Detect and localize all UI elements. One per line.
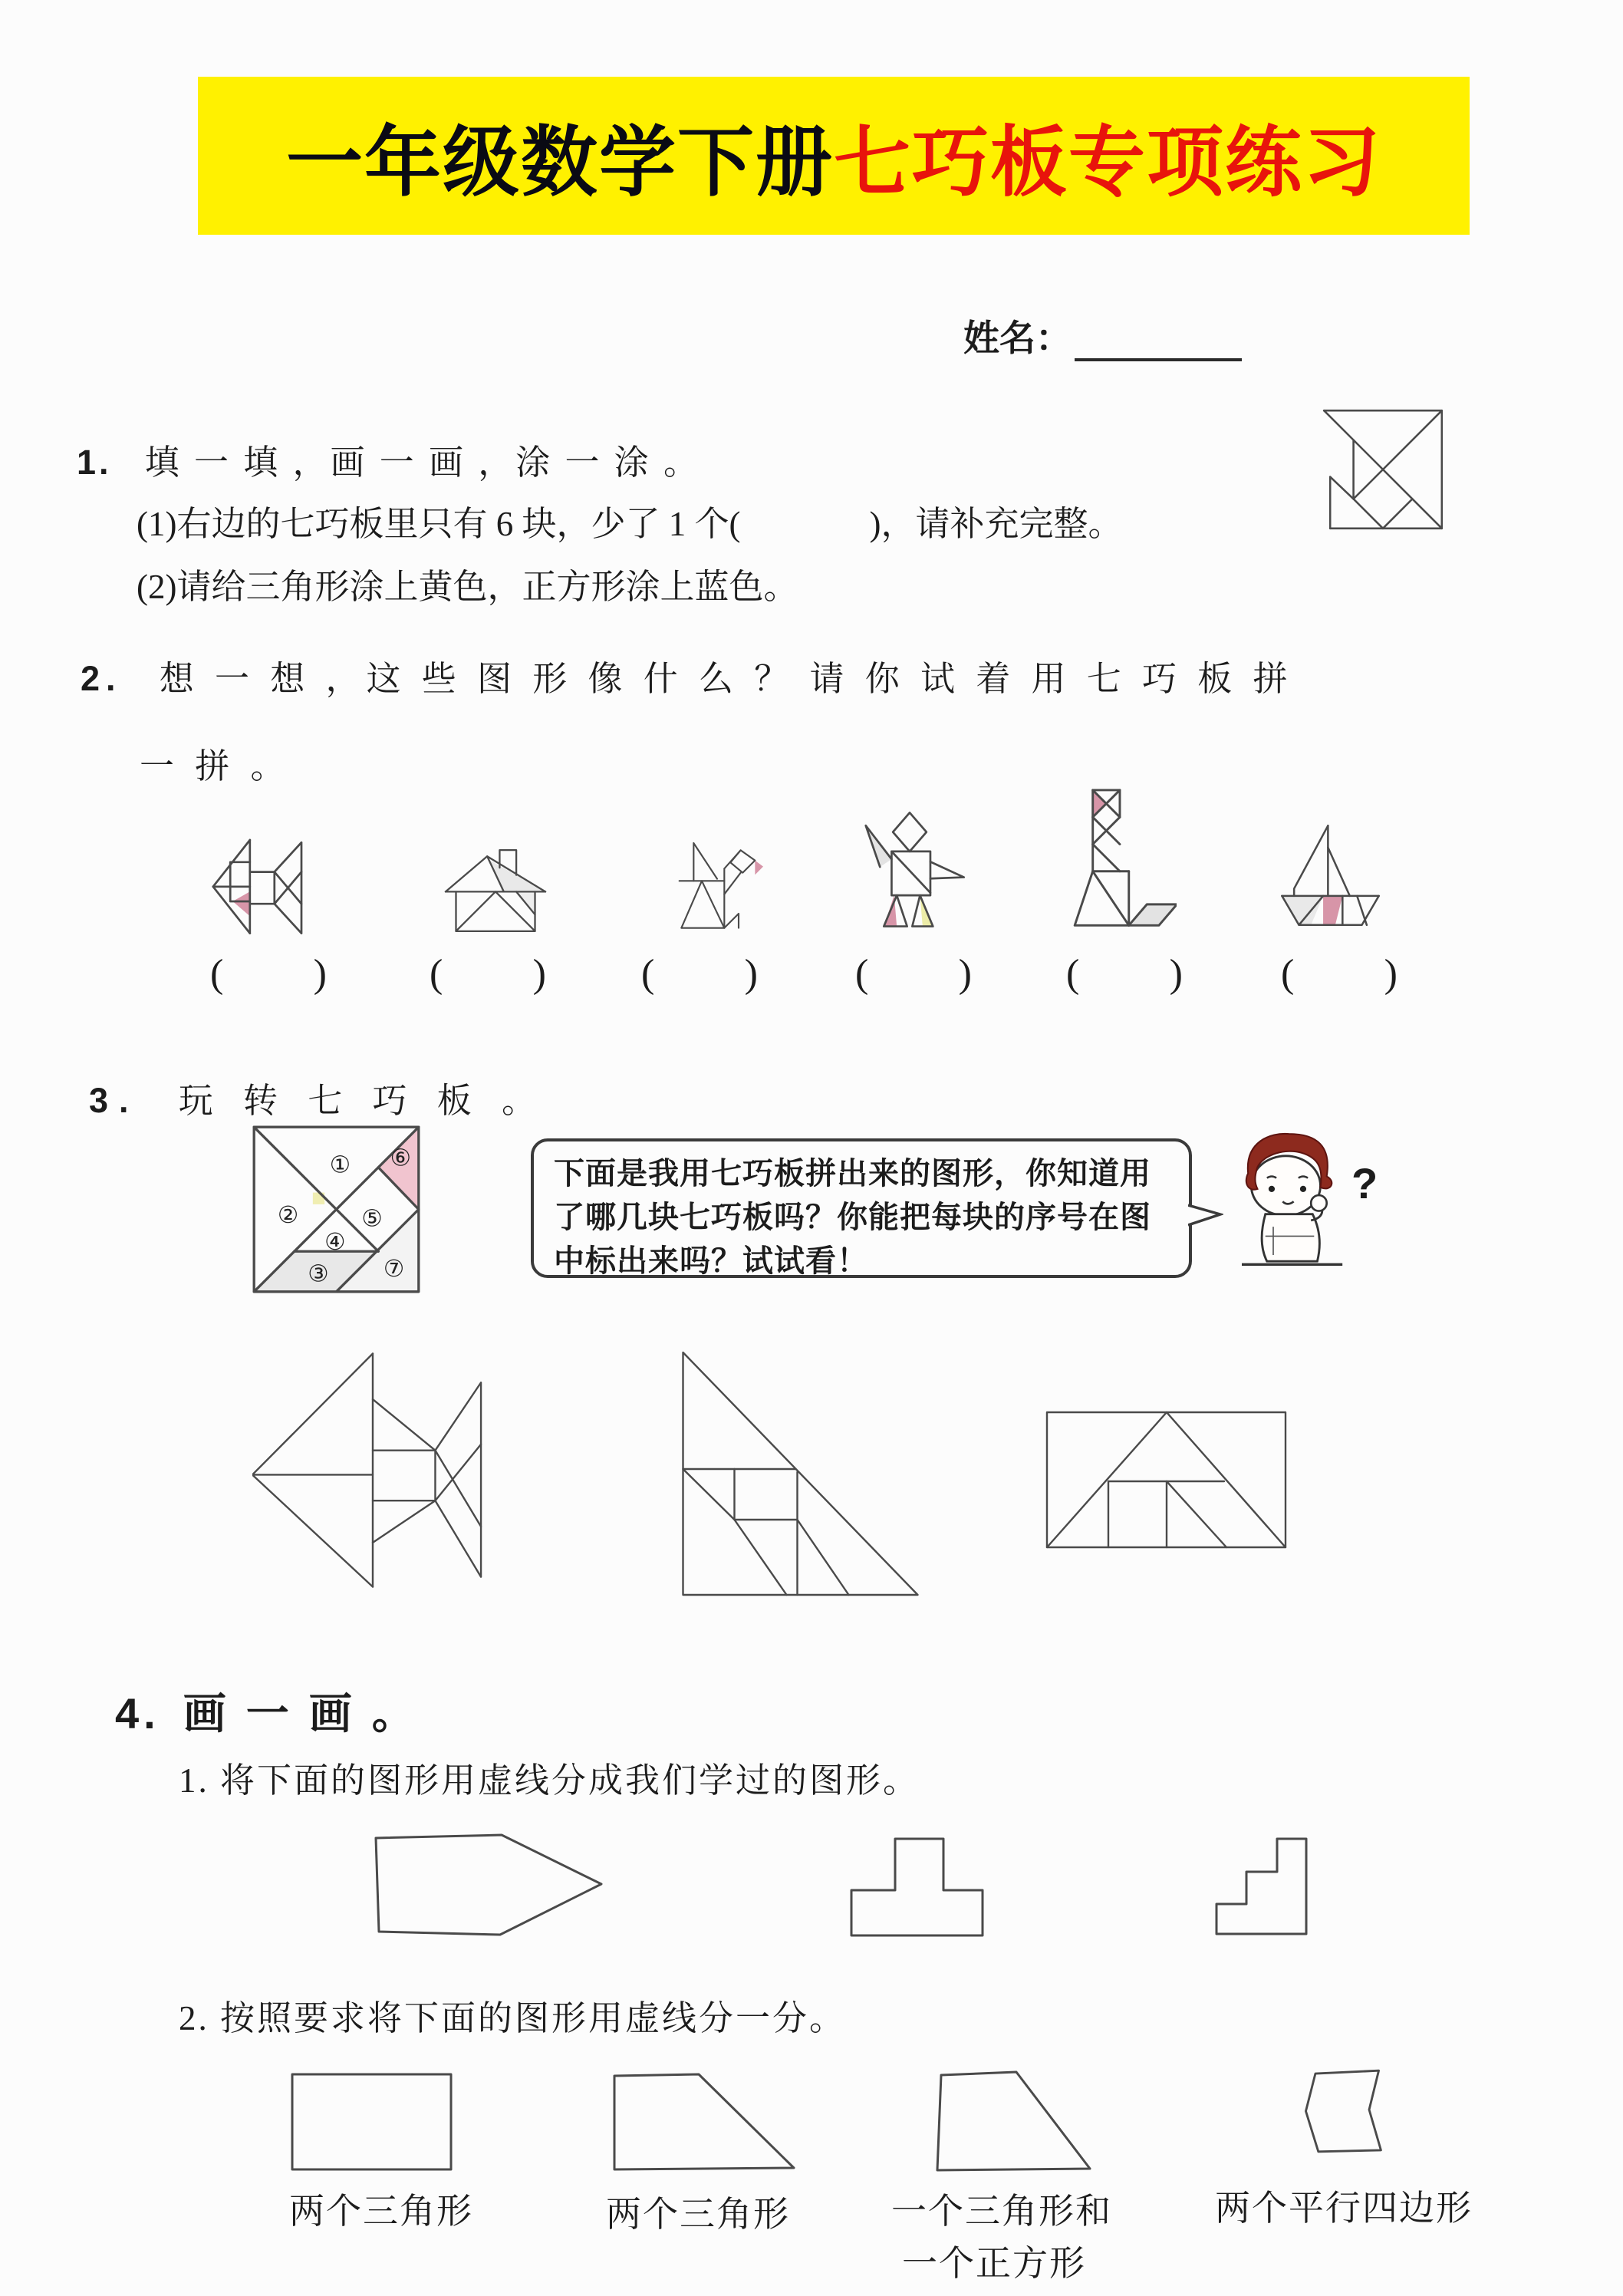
tangram-fish-figure (203, 827, 326, 951)
q4-title: 画 一 画 。 (183, 1691, 420, 1738)
bubble-line-3: 中标出来吗？试试看！ (554, 1243, 868, 1278)
tangram-cat-figure (1062, 787, 1177, 937)
title-banner (198, 77, 1470, 235)
tangram-incomplete-figure (1321, 408, 1445, 531)
q2-title: 想 一 想 ，这 些 图 形 像 什 么 ？ 请 你 试 着 用 七 巧 板 拼 (159, 660, 1294, 698)
answer-parens-4: ( ) (855, 952, 972, 996)
piece-label-7: ⑦ (383, 1256, 405, 1283)
tangram-outline-fish (252, 1351, 489, 1589)
tangram-outline-triangle (680, 1351, 921, 1596)
q3-number: 3. (89, 1081, 140, 1120)
q2-title-line (81, 651, 1294, 700)
question-mark: ? (1351, 1159, 1378, 1207)
shape-staircase (1214, 1836, 1309, 1936)
title-text-red: 七巧板专项练习 (834, 120, 1381, 206)
q2-title-line2: 一 拼 。 (140, 747, 291, 786)
piece-label-6: ⑥ (390, 1145, 412, 1171)
caption-trapezoid-2-line2: 一个正方形 (902, 2244, 1086, 2283)
answer-parens-6: ( ) (1281, 952, 1397, 996)
answer-parens-3: ( ) (641, 952, 758, 996)
shape-trapezoid-2 (933, 2069, 1095, 2173)
shape-zigzag-band (1296, 2067, 1388, 2156)
q3-title: 玩 转 七 巧 板 。 (178, 1082, 548, 1120)
shape-trapezoid-1 (610, 2071, 798, 2172)
tangram-numbered-figure (252, 1125, 420, 1293)
answer-parens-5: ( ) (1066, 952, 1183, 996)
cartoon-kid-icon (1226, 1129, 1352, 1286)
title-text-black: 一年级数学下册 (286, 120, 834, 206)
answer-parens-2: ( ) (430, 952, 546, 996)
speech-bubble-tail (1188, 1203, 1223, 1229)
q4-sub2: 2. 按照要求将下面的图形用虚线分一分。 (179, 1999, 847, 2037)
q1-item1-post: )，请补充完整。 (869, 505, 1123, 543)
bubble-line-2: 了哪几块七巧板吗？你能把每块的序号在图 (554, 1199, 1151, 1234)
bubble-line-1: 下面是我用七巧板拼出来的图形，你知道用 (554, 1156, 1151, 1191)
piece-label-2: ② (277, 1202, 299, 1229)
tangram-boat-figure (1277, 821, 1398, 936)
q2-number: 2. (81, 659, 122, 698)
caption-rectangle: 两个三角形 (289, 2192, 473, 2231)
shape-pentagon-arrow (370, 1832, 615, 1939)
caption-trapezoid-2-line1: 一个三角形和 (891, 2192, 1112, 2231)
tangram-house-figure (443, 844, 548, 937)
q1-item1-pre: (1)右边的七巧板里只有 6 块，少了 1 个( (137, 505, 741, 543)
q3-title-line (89, 1072, 547, 1122)
q4-sub1: 1. 将下面的图形用虚线分成我们学过的图形。 (179, 1761, 920, 1800)
shape-rectangle (289, 2071, 454, 2172)
piece-label-1: ① (329, 1151, 351, 1178)
q4-title-line (115, 1680, 420, 1741)
caption-trapezoid-1: 两个三角形 (606, 2195, 790, 2234)
q1-item1 (137, 496, 1122, 545)
shape-t-block (849, 1836, 985, 1938)
tangram-outline-rectangle (1045, 1411, 1287, 1549)
name-blank-line (1075, 324, 1242, 361)
q1-number: 1. (77, 443, 112, 482)
q1-title-line (77, 434, 701, 484)
q1-item2: (2)请给三角形涂上黄色，正方形涂上蓝色。 (137, 568, 798, 606)
answer-parens-1: ( ) (210, 952, 327, 996)
name-field (963, 310, 1242, 361)
piece-label-4: ④ (324, 1229, 346, 1256)
tangram-goose-figure (671, 838, 763, 940)
tangram-person-figure (844, 810, 976, 933)
q4-number: 4. (115, 1689, 160, 1738)
q1-title: 填 一 填 ，画 一 画 ，涂 一 涂 。 (144, 443, 702, 482)
name-label: 姓名： (963, 318, 1072, 358)
piece-label-3: ③ (308, 1260, 329, 1287)
speech-bubble (531, 1138, 1192, 1278)
piece-label-5: ⑤ (361, 1205, 383, 1232)
caption-zigzag-band: 两个平行四边形 (1215, 2189, 1473, 2228)
